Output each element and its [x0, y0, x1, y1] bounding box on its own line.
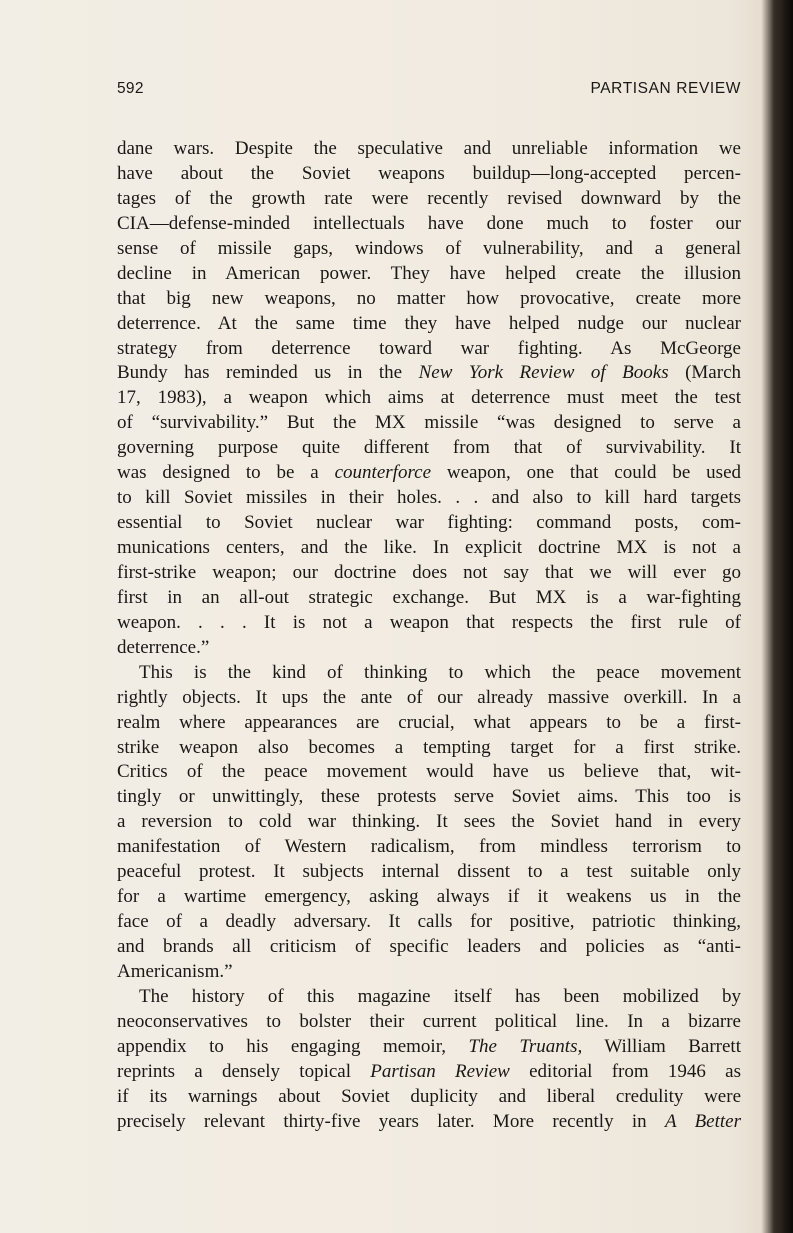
text-segment: to kill Soviet missiles in their holes. . . and also to kill hard targets [117, 487, 741, 509]
text-segment: strike weapon also becomes a tempting target for a first strike. [117, 736, 741, 758]
text-line [117, 810, 741, 835]
text-line [117, 137, 741, 162]
text-line [117, 312, 741, 337]
text-line [117, 636, 741, 661]
text-line [117, 686, 741, 711]
page-number: 592 [117, 80, 144, 97]
text-segment: first-strike weapon; our doctrine does not say that we will ever go [117, 561, 741, 583]
text-line [117, 237, 741, 262]
text-segment: dane wars. Despite the speculative and unreliable information we [117, 138, 741, 159]
text-line [117, 586, 741, 611]
text-segment: realm where appearances are crucial, what appears to be a first- [117, 711, 741, 733]
text-line [117, 461, 741, 486]
italic-text: New York Review of Books [418, 362, 669, 384]
text-line [117, 1060, 741, 1085]
text-segment: decline in American power. They have helped create the illusion [117, 262, 741, 284]
text-segment: was designed to be a [117, 462, 335, 484]
text-segment: (March [668, 362, 742, 384]
text-segment: weapon, one that could be used [431, 462, 742, 484]
italic-text: The Truants, [468, 1035, 583, 1057]
text-segment: CIA—defense-minded intellectuals have done much to foster our [117, 212, 741, 234]
text-segment: that big new weapons, no matter how provocative, create more [117, 287, 741, 309]
text-line [117, 212, 741, 237]
text-segment: editorial from 1946 as [509, 1060, 741, 1082]
italic-text: A Better [665, 1110, 742, 1132]
text-segment: face of a deadly adversary. It calls for positive, patriotic thinking, [117, 911, 741, 933]
text-segment: governing purpose quite different from that of survivability. It [117, 437, 741, 459]
text-line [117, 760, 741, 785]
text-line [117, 511, 741, 536]
text-segment: for a wartime emergency, asking always if it weakens us in the [117, 886, 741, 908]
text-line [117, 910, 741, 935]
italic-text: counterforce [334, 462, 431, 484]
text-line [117, 1085, 741, 1110]
text-line [117, 361, 741, 386]
text-line [117, 561, 741, 586]
text-line [117, 935, 741, 960]
text-line [117, 486, 741, 511]
text-line [117, 1010, 741, 1035]
text-segment: Americanism.” [117, 960, 233, 982]
text-line [117, 736, 741, 761]
text-line [117, 187, 741, 212]
italic-text: Partisan Review [370, 1060, 510, 1082]
text-segment: of “survivability.” But the MX missile “was designed to serve a [117, 412, 741, 434]
text-segment: peaceful protest. It subjects internal dissent to a test suitable only [117, 861, 741, 883]
text-segment: tages of the growth rate were recently revised downward by the [117, 187, 741, 209]
text-segment: William Barrett [582, 1035, 741, 1057]
text-segment: The history of this magazine itself has been mobilized by [139, 985, 741, 1007]
text-segment: precisely relevant thirty-five years later. More recently in [117, 1110, 665, 1132]
text-segment: first in an all-out strategic exchange. But MX is a war-fighting [117, 586, 741, 608]
running-head [117, 80, 741, 102]
text-line [117, 885, 741, 910]
text-segment: manifestation of Western radicalism, from mindless terrorism to [117, 836, 741, 858]
text-segment: 17, 1983), a weapon which aims at deterrence must meet the test [117, 387, 741, 409]
text-segment: deterrence. At the same time they have helped nudge our nuclear [117, 312, 741, 334]
text-segment: This is the kind of thinking to which the peace movement [139, 661, 741, 683]
text-segment: rightly objects. It ups the ante of our already massive overkill. In a [117, 686, 741, 708]
text-line [117, 860, 741, 885]
text-line [117, 337, 741, 362]
text-segment: munications centers, and the like. In explicit doctrine MX is not a [117, 537, 741, 558]
text-line [117, 711, 741, 736]
text-segment: tingly or unwittingly, these protests serve Soviet aims. This too is [117, 786, 741, 808]
text-line [117, 411, 741, 436]
text-segment: deterrence.” [117, 636, 210, 658]
text-segment: reprints a densely topical [117, 1060, 371, 1082]
text-segment: have about the Soviet weapons buildup—long-accepted percen- [117, 162, 741, 184]
body-text [117, 137, 741, 1135]
text-line [117, 785, 741, 810]
journal-title: PARTISAN REVIEW [590, 80, 741, 97]
text-segment: Critics of the peace movement would have us believe that, wit- [117, 761, 741, 783]
text-segment: sense of missile gaps, windows of vulnerability, and a general [117, 237, 741, 259]
text-line [117, 162, 741, 187]
text-line [117, 436, 741, 461]
text-segment: and brands all criticism of specific leaders and policies as “anti- [117, 936, 741, 957]
text-segment: weapon. . . . It is not a weapon that respects the first rule of [117, 611, 741, 633]
text-line [117, 835, 741, 860]
text-segment: appendix to his engaging memoir, [117, 1035, 469, 1057]
text-segment: neoconservatives to bolster their current political line. In a bizarre [117, 1010, 741, 1032]
text-segment: a reversion to cold war thinking. It sees the Soviet hand in every [117, 811, 741, 833]
spine-shadow [771, 0, 793, 1233]
text-segment: essential to Soviet nuclear war fighting: command posts, com- [117, 512, 741, 534]
text-segment: strategy from deterrence toward war fighting. As McGeorge [117, 337, 741, 359]
text-line [117, 287, 741, 312]
text-line [117, 262, 741, 287]
text-line [117, 985, 741, 1010]
text-segment: Bundy has reminded us in the [117, 362, 419, 384]
text-line [117, 661, 741, 686]
text-line [117, 386, 741, 411]
text-line [117, 1035, 741, 1060]
text-line [117, 536, 741, 561]
text-line [117, 1110, 741, 1135]
text-segment: if its warnings about Soviet duplicity and liberal credulity were [117, 1085, 741, 1107]
text-line [117, 960, 741, 985]
text-line [117, 611, 741, 636]
